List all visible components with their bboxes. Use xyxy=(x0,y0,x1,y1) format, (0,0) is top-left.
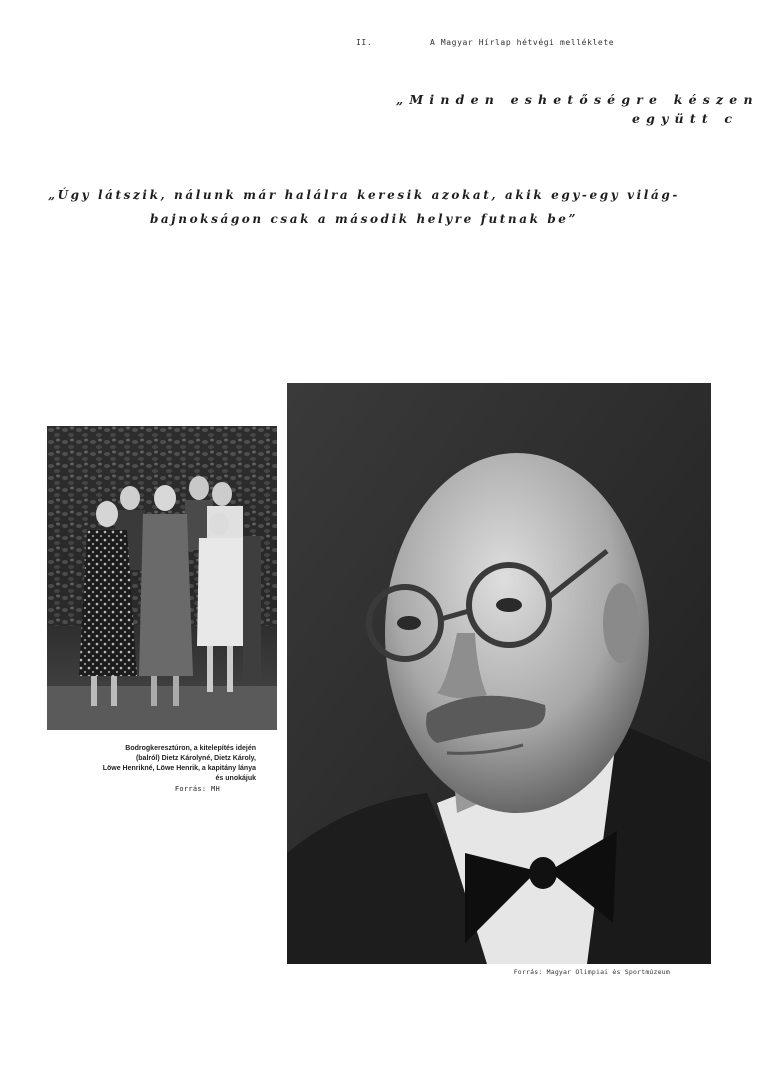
pull-quote-main-line1: „Úgy látszik, nálunk már halálra keresik azokat, akik egy-egy világ- xyxy=(48,188,680,202)
portrait-photo xyxy=(287,383,711,964)
pull-quote-top-line2: együtt c xyxy=(632,111,739,126)
family-photo-source: Forrás: MH xyxy=(174,785,220,793)
caption-line: Löwe Henrikné, Löwe Henrik, a kapitány lánya xyxy=(102,765,256,772)
pull-quote-main xyxy=(40,183,688,231)
pull-quote-top xyxy=(396,90,759,128)
page-header xyxy=(356,38,720,52)
family-photo-caption xyxy=(60,744,256,794)
pull-quote-top-line1: „Minden eshetőségre készen xyxy=(396,92,759,107)
page-number: II. xyxy=(356,38,373,47)
family-photo xyxy=(47,426,277,730)
caption-line: Bodrogkeresztúron, a kitelepítés idején xyxy=(125,745,256,752)
portrait-photo-source: Forrás: Magyar Olimpiai és Sportmúzeum xyxy=(513,968,670,976)
pull-quote-main-line2: bajnokságon csak a második helyre futnak be” xyxy=(149,212,579,226)
supplement-title: A Magyar Hírlap hétvégi melléklete xyxy=(430,38,615,47)
caption-line: (balról) Dietz Károlyné, Dietz Károly, xyxy=(135,755,256,762)
caption-line: és unokájuk xyxy=(215,775,256,782)
